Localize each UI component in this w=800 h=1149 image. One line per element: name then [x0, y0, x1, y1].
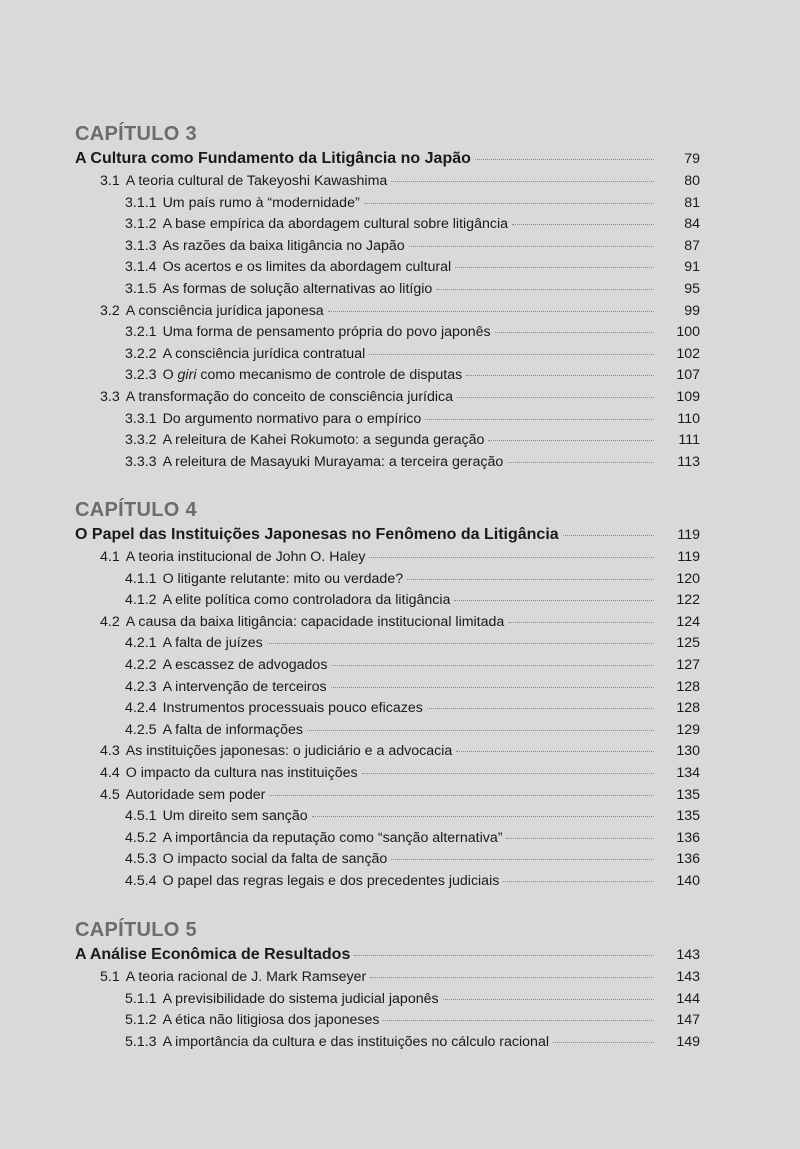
dot-leader — [369, 354, 654, 355]
toc-entry — [75, 279, 700, 301]
page-number: 110 — [677, 410, 700, 427]
page-number: 81 — [684, 194, 700, 211]
section-number: 5.1.2 — [125, 1012, 157, 1029]
page-number: 119 — [677, 527, 700, 543]
page-number: 136 — [676, 851, 700, 868]
chapter-label: CAPÍTULO 5 — [75, 919, 197, 941]
section-number: 3.1.3 — [125, 237, 157, 254]
toc-entry — [75, 763, 700, 785]
chapter-title-row — [75, 943, 700, 967]
section-title: A importância da cultura e das instituições no cálculo racional — [162, 1033, 549, 1050]
toc-entry — [75, 612, 700, 634]
section-title: A teoria racional de J. Mark Ramseyer — [125, 969, 367, 985]
section-title: A intervenção de terceiros — [162, 678, 327, 695]
section-title: Do argumento normativo para o empírico — [162, 410, 422, 427]
dot-leader — [269, 795, 654, 796]
section-title: A elite política como controladora da litigância — [162, 592, 451, 609]
section-number: 3.3.2 — [125, 432, 157, 449]
section-title: A falta de juízes — [162, 635, 263, 652]
section-number: 3.1.1 — [125, 194, 157, 211]
page-number: 125 — [676, 635, 700, 652]
section-title: A importância da reputação como “sanção alternativa” — [162, 829, 503, 846]
section-title: O impacto social da falta de sanção — [162, 851, 388, 868]
page-number: 147 — [676, 1012, 700, 1029]
section-title — [163, 365, 463, 387]
section-title: A teoria cultural de Takeyoshi Kawashima — [125, 173, 388, 189]
dot-leader — [425, 419, 654, 420]
page-number: 91 — [684, 259, 700, 276]
page-number: 143 — [676, 969, 700, 985]
section-number: 3.2.1 — [125, 324, 157, 341]
page-number: 144 — [676, 990, 700, 1007]
dot-leader — [364, 203, 654, 204]
section-title: Autoridade sem poder — [125, 786, 266, 803]
dot-leader — [512, 224, 654, 225]
toc-entry — [75, 785, 700, 807]
section-number: 3.1.2 — [125, 216, 157, 233]
dot-leader — [455, 267, 654, 268]
section-number: 4.5.4 — [125, 872, 157, 889]
dot-leader — [362, 773, 654, 774]
dot-leader — [457, 397, 654, 398]
section-number: 5.1.1 — [125, 990, 157, 1007]
dot-leader — [454, 600, 654, 601]
page-number: 134 — [676, 764, 700, 781]
section-title: A previsibilidade do sistema judicial japonês — [162, 990, 439, 1007]
chapter-3 — [75, 121, 700, 473]
section-title: A teoria institucional de John O. Haley — [125, 549, 366, 565]
page-number: 124 — [676, 613, 700, 630]
page-number: 135 — [676, 808, 700, 825]
section-title: Um direito sem sanção — [162, 808, 308, 825]
dot-leader — [553, 1042, 654, 1043]
toc-entry — [75, 871, 700, 893]
dot-leader — [436, 289, 654, 290]
toc-entry — [75, 989, 700, 1011]
section-title: As formas de solução alternativas ao litígio — [162, 280, 433, 297]
dot-leader — [369, 557, 654, 558]
toc-entry — [75, 1032, 700, 1054]
section-number: 4.2.1 — [125, 635, 157, 652]
dot-leader — [391, 859, 654, 860]
dot-leader — [331, 665, 654, 666]
section-number: 4.2 — [100, 613, 120, 630]
section-number: 4.1.2 — [125, 592, 157, 609]
page-number: 128 — [676, 678, 700, 695]
toc-entry — [75, 236, 700, 258]
chapter-4 — [75, 497, 700, 893]
section-number: 4.2.4 — [125, 700, 157, 717]
toc-entry — [75, 365, 700, 387]
page-number: 111 — [678, 432, 700, 449]
title-part: O — [162, 367, 178, 384]
toc-entry — [75, 1010, 700, 1032]
dot-leader — [409, 246, 654, 247]
section-number: 5.1 — [100, 969, 120, 985]
chapter-title-row — [75, 523, 700, 547]
toc-entry — [75, 698, 700, 720]
section-number: 4.1.1 — [125, 570, 157, 587]
dot-leader — [312, 816, 654, 817]
section-number: 4.2.5 — [125, 721, 157, 738]
toc-entry — [75, 193, 700, 215]
toc-entry — [75, 569, 700, 591]
page-number: 100 — [676, 324, 700, 341]
dot-leader — [427, 708, 654, 709]
chapter-label: CAPÍTULO 4 — [75, 499, 197, 521]
dot-leader — [488, 440, 654, 441]
section-title: A transformação do conceito de consciência jurídica — [125, 388, 454, 405]
toc-entry — [75, 655, 700, 677]
page-number: 87 — [684, 237, 700, 254]
dot-leader — [267, 643, 654, 644]
section-title: A ética não litigiosa dos japoneses — [162, 1012, 380, 1029]
toc-entry — [75, 590, 700, 612]
dot-leader — [507, 462, 654, 463]
section-number: 4.5.2 — [125, 829, 157, 846]
section-number: 3.3.1 — [125, 410, 157, 427]
dot-leader — [407, 579, 654, 580]
toc-entry — [75, 967, 700, 989]
dot-leader — [383, 1020, 654, 1021]
dot-leader — [456, 751, 654, 752]
page-number: 79 — [684, 151, 700, 167]
section-number: 4.2.3 — [125, 678, 157, 695]
section-title: A escassez de advogados — [162, 656, 328, 673]
page-number: 127 — [676, 656, 700, 673]
section-title: As razões da baixa litigância no Japão — [162, 237, 405, 254]
section-title: A consciência jurídica japonesa — [125, 302, 324, 319]
section-title: O impacto da cultura nas instituições — [125, 764, 358, 781]
section-number: 4.5.3 — [125, 851, 157, 868]
section-number: 4.3 — [100, 743, 120, 760]
section-number: 4.1 — [100, 549, 120, 565]
page-number: 122 — [676, 592, 700, 609]
page-number: 107 — [676, 367, 700, 384]
page-number: 119 — [677, 549, 700, 565]
section-title: As instituições japonesas: o judiciário e a advocacia — [125, 743, 453, 760]
section-title: A releitura de Kahei Rokumoto: a segunda geração — [162, 432, 485, 449]
section-title: O litigante relutante: mito ou verdade? — [162, 570, 404, 587]
chapter-label: CAPÍTULO 3 — [75, 123, 197, 145]
toc-entry — [75, 387, 700, 409]
toc-entry — [75, 547, 700, 569]
page-number: 113 — [677, 453, 700, 470]
dot-leader — [503, 881, 654, 882]
toc-entry — [75, 677, 700, 699]
page-number: 149 — [676, 1033, 700, 1050]
section-title: A consciência jurídica contratual — [162, 345, 366, 362]
chapter-title: O Papel das Instituições Japonesas no Fenômeno da Litigância — [75, 526, 559, 543]
toc-entry — [75, 409, 700, 431]
dot-leader — [563, 535, 654, 536]
page-number: 120 — [676, 570, 700, 587]
dot-leader — [508, 622, 654, 623]
section-title: A falta de informações — [162, 721, 303, 738]
toc-entry — [75, 214, 700, 236]
section-number: 3.2.3 — [125, 367, 157, 384]
toc-entry — [75, 849, 700, 871]
section-number: 3.2.2 — [125, 345, 157, 362]
section-number: 5.1.3 — [125, 1033, 157, 1050]
toc-entry — [75, 828, 700, 850]
toc-entry — [75, 301, 700, 323]
section-title: Instrumentos processuais pouco eficazes — [162, 700, 423, 717]
page-number: 80 — [684, 173, 700, 189]
section-number: 4.2.2 — [125, 656, 157, 673]
page-number: 129 — [676, 721, 700, 738]
page-number: 128 — [676, 700, 700, 717]
page-number: 140 — [676, 872, 700, 889]
dot-leader — [466, 375, 654, 376]
title-emphasis: giri — [177, 367, 197, 384]
toc-entry — [75, 741, 700, 763]
page-number: 135 — [676, 786, 700, 803]
toc-entry — [75, 806, 700, 828]
toc-entry — [75, 344, 700, 366]
section-title: A base empírica da abordagem cultural sobre litigância — [162, 216, 508, 233]
title-part: como mecanismo de controle de disputas — [196, 367, 463, 384]
page-number: 84 — [684, 216, 700, 233]
chapter-title: A Análise Econômica de Resultados — [75, 946, 351, 963]
section-number: 4.4 — [100, 764, 120, 781]
chapter-5 — [75, 917, 700, 1053]
page-number: 130 — [676, 743, 700, 760]
page-number: 99 — [684, 302, 700, 319]
toc-entry — [75, 720, 700, 742]
section-title: Um país rumo à “modernidade” — [162, 194, 360, 211]
chapter-title: A Cultura como Fundamento da Litigância no Japão — [75, 150, 471, 167]
dot-leader — [443, 999, 654, 1000]
toc-entry — [75, 633, 700, 655]
page-number: 109 — [676, 388, 700, 405]
section-number: 3.3 — [100, 388, 120, 405]
page-number: 95 — [684, 280, 700, 297]
section-title: Uma forma de pensamento própria do povo japonês — [162, 324, 491, 341]
page-number: 102 — [676, 345, 700, 362]
section-number: 3.1.5 — [125, 280, 157, 297]
section-title: A causa da baixa litigância: capacidade institucional limitada — [125, 613, 505, 630]
section-number: 3.2 — [100, 302, 120, 319]
page-number: 136 — [676, 829, 700, 846]
section-title: O papel das regras legais e dos precedentes judiciais — [162, 872, 500, 889]
section-number: 3.3.3 — [125, 453, 157, 470]
dot-leader — [391, 181, 654, 182]
dot-leader — [475, 159, 654, 160]
toc-entry — [75, 430, 700, 452]
page-number: 143 — [676, 947, 700, 963]
dot-leader — [354, 955, 654, 956]
section-number: 4.5.1 — [125, 808, 157, 825]
dot-leader — [506, 838, 654, 839]
dot-leader — [495, 332, 654, 333]
chapter-title-row — [75, 147, 700, 171]
section-title: Os acertos e os limites da abordagem cultural — [162, 259, 452, 276]
dot-leader — [370, 977, 654, 978]
toc-entry — [75, 452, 700, 474]
toc-entry — [75, 257, 700, 279]
toc-entry — [75, 322, 700, 344]
section-title: A releitura de Masayuki Murayama: a terceira geração — [162, 453, 504, 470]
section-number: 3.1 — [100, 173, 120, 189]
toc-entry — [75, 171, 700, 193]
section-number: 3.1.4 — [125, 259, 157, 276]
section-number: 4.5 — [100, 786, 120, 803]
dot-leader — [331, 687, 654, 688]
dot-leader — [328, 311, 654, 312]
dot-leader — [307, 730, 654, 731]
